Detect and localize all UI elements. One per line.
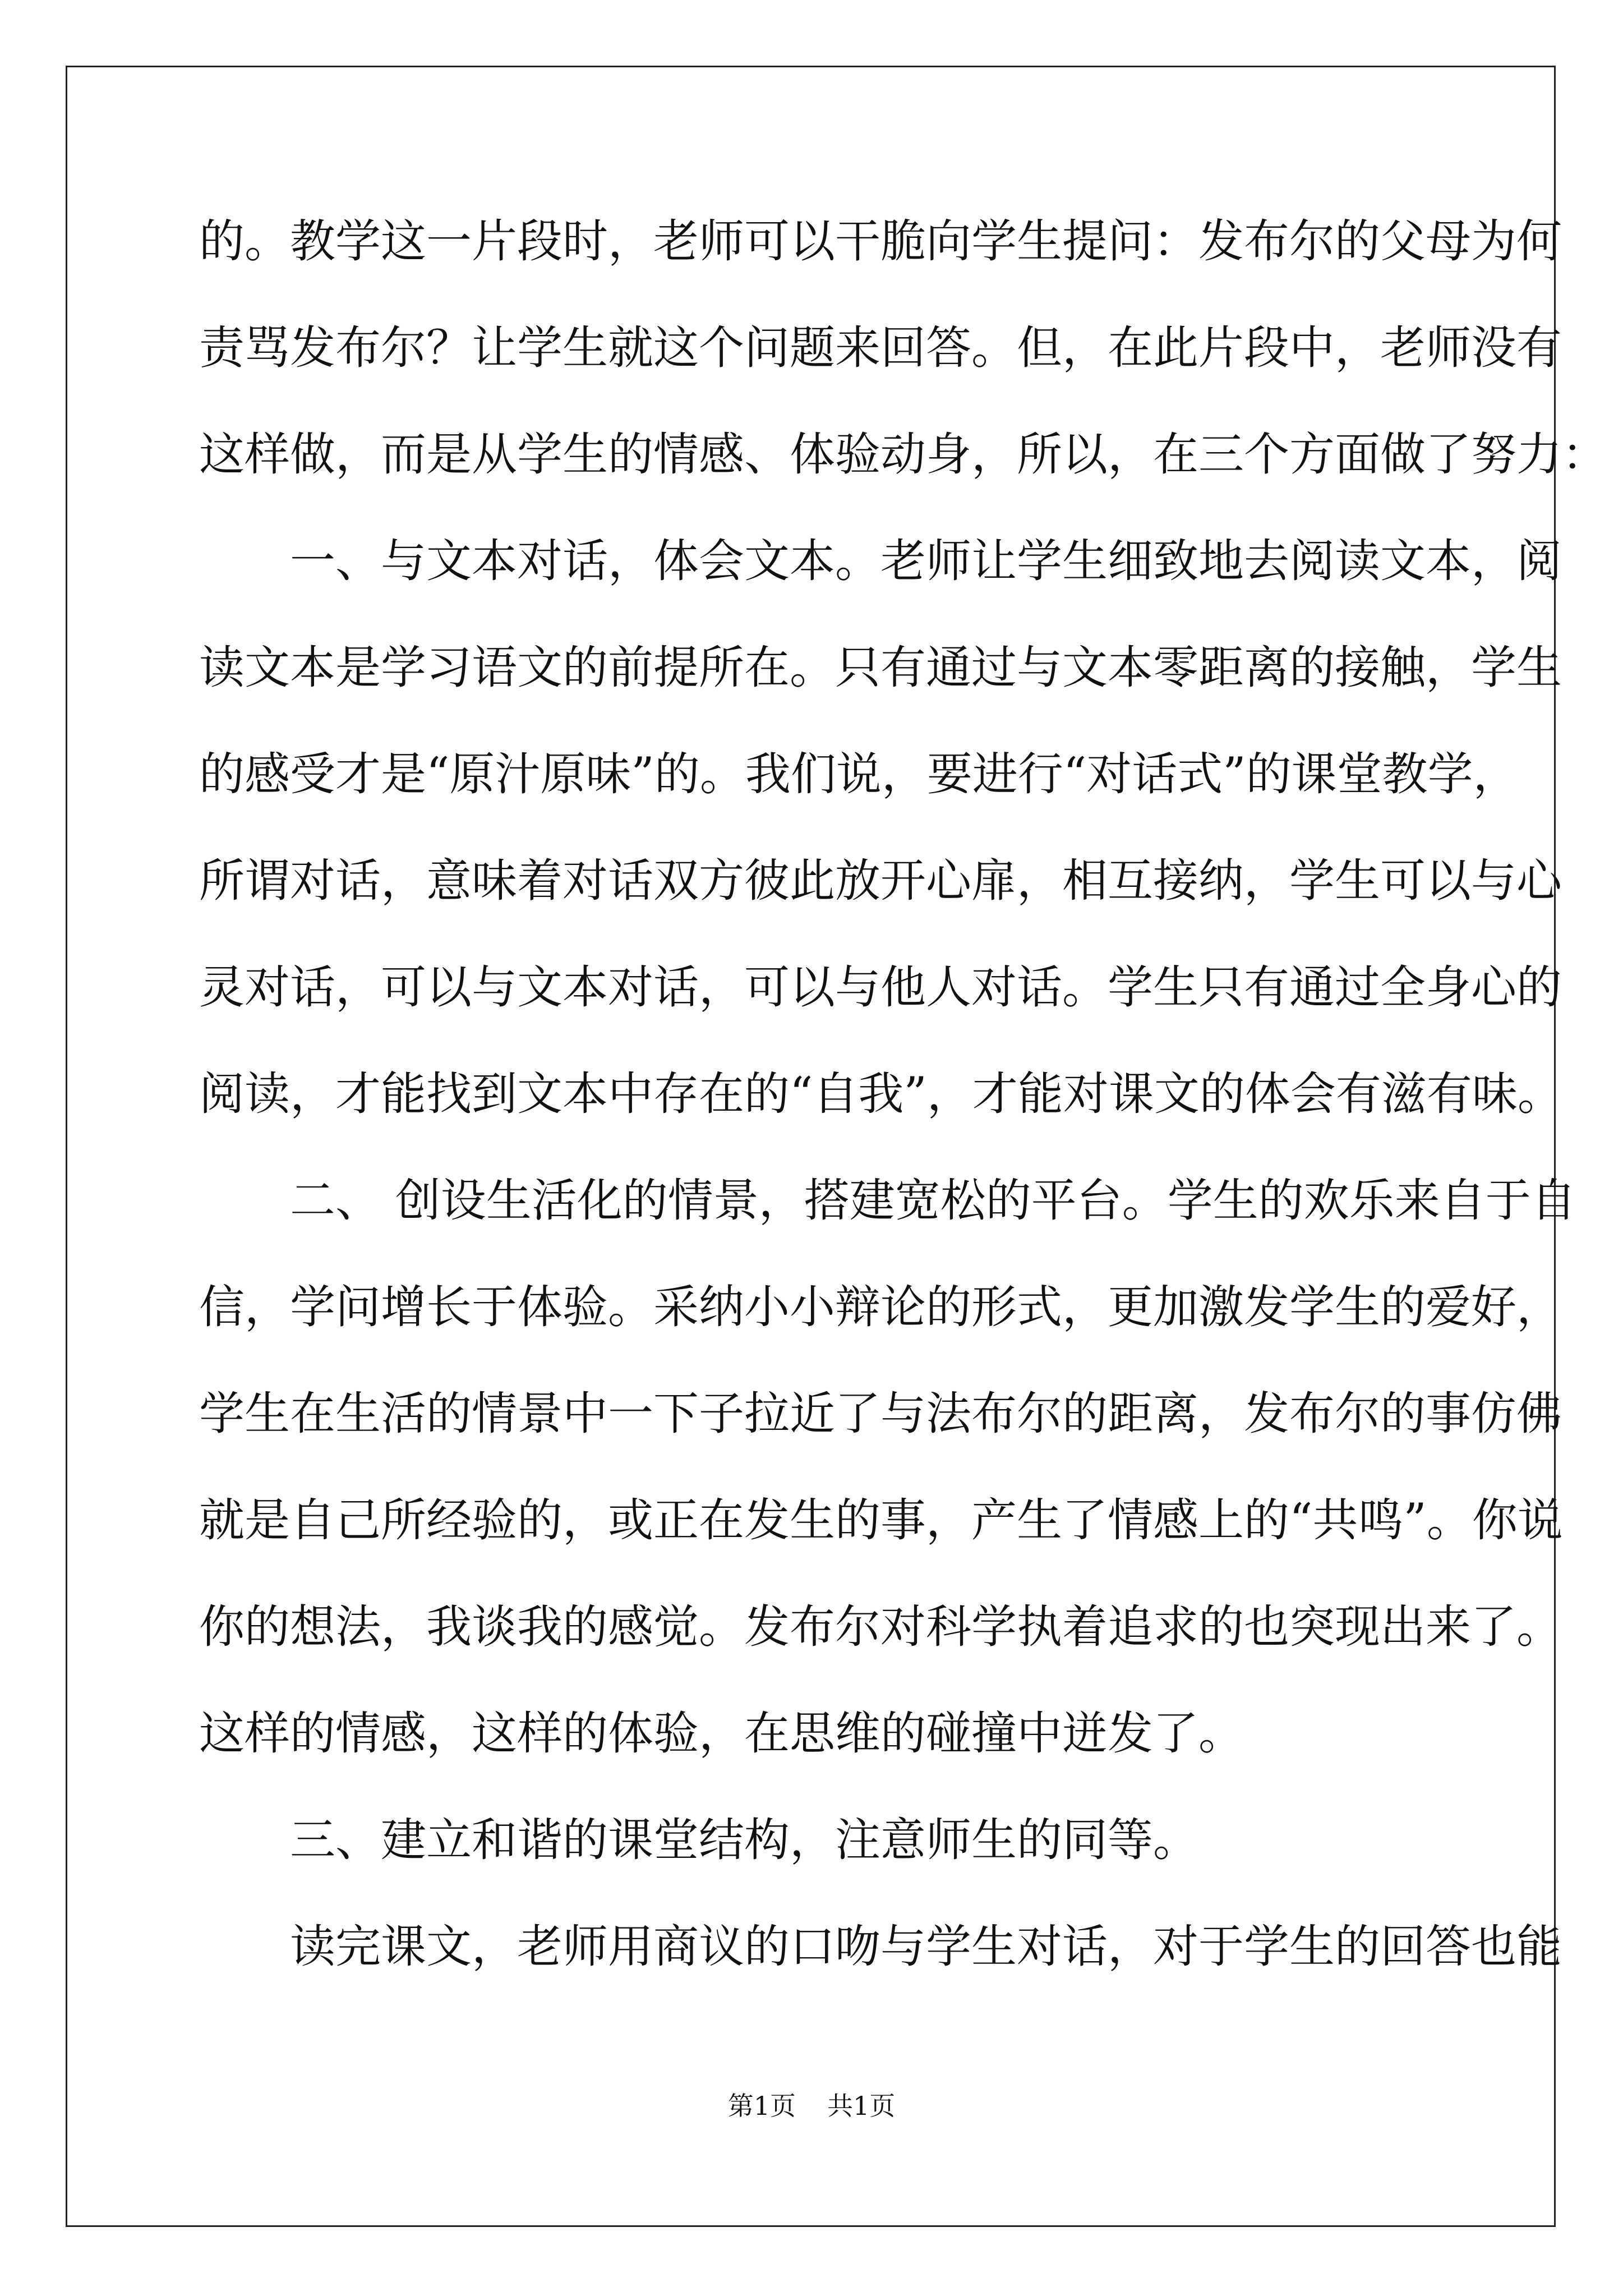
page-number: 第1页 (727, 2091, 796, 2121)
text-line: 这样的情感，这样的体验，在思维的碰撞中迸发了。 (199, 1708, 1244, 1760)
text-line: 二、 创设生活化的情景，搭建宽松的平台。学生的欢乐来自于自 (199, 1175, 1576, 1227)
text-line: 一、与文本对话，体会文本。老师让学生细致地去阅读文本，阅 (199, 535, 1562, 588)
page-border (66, 66, 1556, 2227)
text-line: 阅读，才能找到文本中存在的“自我”，才能对课文的体会有滋有味。 (199, 1068, 1563, 1121)
text-line: 这样做，而是从学生的情感、体验动身，所以，在三个方面做了努力： (199, 429, 1608, 481)
text-line: 三、建立和谐的课堂结构，注意师生的同等。 (199, 1814, 1199, 1867)
text-line: 的。教学这一片段时，老师可以干脆向学生提问：发布尔的父母为何 (199, 215, 1562, 268)
text-line: 学生在生活的情景中一下子拉近了与法布尔的距离，发布尔的事仿佛 (199, 1388, 1562, 1441)
page-footer (0, 2086, 1623, 2123)
text-line: 灵对话，可以与文本对话，可以与他人对话。学生只有通过全身心的 (199, 961, 1562, 1014)
text-line: 所谓对话，意味着对话双方彼此放开心扉，相互接纳，学生可以与心 (199, 855, 1562, 908)
text-line: 信，学问增长于体验。采纳小小辩论的形式，更加激发学生的爱好， (199, 1281, 1562, 1334)
text-line: 责骂发布尔？让学生就这个问题来回答。但，在此片段中，老师没有 (199, 322, 1562, 375)
text-line: 你的想法，我谈我的感觉。发布尔对科学执着追求的也突现出来了。 (199, 1601, 1562, 1654)
text-line: 就是自己所经验的，或正在发生的事，产生了情感上的“共鸣”。你说 (199, 1494, 1563, 1547)
page-total: 共1页 (827, 2091, 896, 2121)
text-line: 的感受才是“原汁原味”的。我们说，要进行“对话式”的课堂教学， (199, 748, 1519, 801)
text-line: 读文本是学习语文的前提所在。只有通过与文本零距离的接触，学生 (199, 642, 1562, 694)
text-line: 读完课文，老师用商议的口吻与学生对话，对于学生的回答也能 (199, 1921, 1562, 1973)
